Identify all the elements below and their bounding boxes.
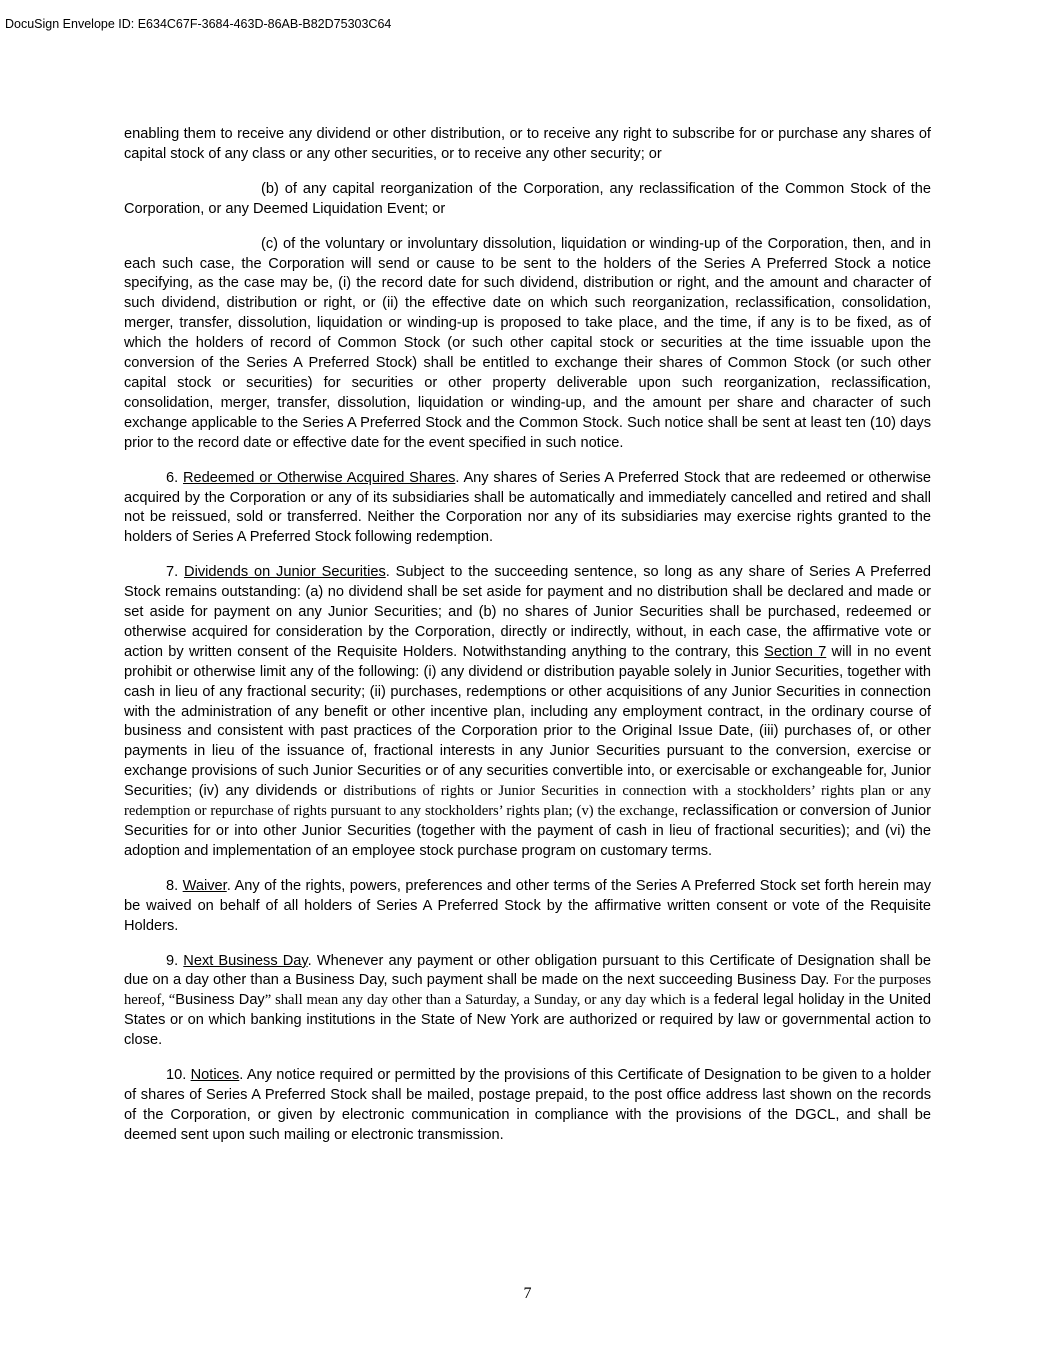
section-10: [124, 1066, 931, 1146]
page-number: 7: [523, 1285, 532, 1302]
section-8-number: 8.: [166, 877, 179, 894]
section-9-serif-part-b: ” shall mean any day other than a Saturday, a Sunday, or any day which is a: [264, 992, 710, 1009]
section-6-body: . Any shares of Series A Preferred Stock that are redeemed or otherwise acquired by the Corporation or any of its subsidiaries shall be automatically and immediately cancelled and retired and shall not be reissued, sold or transferred. Neither the Corporation nor any of its subsidiaries may exercise rights granted to the holders of Series A Preferred Stock following redemption.: [124, 469, 931, 546]
section-9: [124, 952, 931, 1052]
section-8-heading: Waiver: [182, 877, 227, 894]
section-8: [124, 877, 931, 937]
section-10-heading: Notices: [190, 1067, 240, 1084]
section-9-defined-term: Business Day: [175, 992, 265, 1009]
section-9-serif-part-a: For the purposes hereof, “: [124, 972, 931, 1009]
section-6-number: 6.: [166, 469, 179, 486]
document-body: [124, 125, 931, 1161]
paragraph-clause-c: (c) of the voluntary or involuntary dissolution, liquidation or winding-up of the Corporation, then, and in each such case, the Corporation will send or cause to be sent to the holders of the Series A Preferred Stock a notice specifying, as the case may be, (i) the record date for such dividend, distribution or right, and the amount and character of such dividend, distribution or right, or (ii) the effective date on which such reorganization, reclassification, consolidation, merger, transfer, dissolution, liquidation or winding-up is proposed to take place, and the time, if any is to be fixed, as of which the holders of record of Common Stock (or such other capital stock or securities at the time issuable upon the conversion of the Series A Preferred Stock) shall be entitled to exchange their shares of Common Stock (or such other capital stock or securities) for securities or other property deliverable upon such reorganization, reclassification, consolidation, merger, transfer, dissolution, liquidation or winding-up, and the amount per share and character of such exchange applicable to the Series A Preferred Stock and the Common Stock. Such notice shall be sent at least ten (10) days prior to the record date or effective date for the event specified in such notice.: [124, 235, 931, 451]
paragraph-continuation: enabling them to receive any dividend or other distribution, or to receive any right to subscribe for or purchase any shares of capital stock of any class or any other securities, or to receive any other security; or: [124, 126, 931, 162]
section-8-body: . Any of the rights, powers, preferences and other terms of the Series A Preferred Stock set forth herein may be waived on behalf of all holders of Series A Preferred Stock by the affirmative written consent or vote of the Requisite Holders.: [124, 877, 931, 934]
section-9-body-part-a: . Whenever any payment or other obligation pursuant to this Certificate of Designation shall be due on a day other than a Business Day, such payment shall be made on the next succeeding Business Day.: [124, 952, 931, 989]
section-9-body-part-b: federal legal holiday in the United States or on which banking institutions in the State of New York are authorized or required by law or governmental action to close.: [124, 992, 931, 1049]
paragraph-clause-b: (b) of any capital reorganization of the Corporation, any reclassification of the Common Stock of the Corporation, or any Deemed Liquidation Event; or: [124, 180, 931, 217]
section-7-cross-reference: Section 7: [764, 643, 827, 660]
section-9-number: 9.: [166, 952, 179, 969]
section-6: [124, 469, 931, 549]
section-7-body-part-a: . Subject to the succeeding sentence, so long as any share of Series A Preferred Stock remains outstanding: (a) no dividend shall be set aside for payment and no distribution shall be declared and made or set aside for payment on any Junior Securities; and (b) no shares of Junior Securities shall be purchased, redeemed or otherwise acquired for consideration by the Corporation, directly or indirectly, without, in each case, the affirmative vote or action by written consent of the Requisite Holders. Notwithstanding anything to the contrary, this: [124, 564, 931, 660]
section-9-heading: Next Business Day: [183, 952, 308, 969]
section-7-body-part-b: will in no event prohibit or otherwise limit any of the following: (i) any dividend or distribution payable solely in Junior Securities, together with cash in lieu of any fractional security; (ii) purchases, redemptions or other acquisitions of any Junior Securities in connection with the administration of any benefit or other incentive plan, including any employment contract, in the ordinary course of business and consistent with past practices of the Corporation prior to the Original Issue Date, (iii) purchases of, or other payments in lieu of the issuance of, fractional interests in any Junior Securities pursuant to the conversion, exercise or exchange provisions of such Junior Securities or of any securities convertible into, or exercisable or exchangeable for, Junior Securities; (iv) any dividends or: [124, 643, 931, 800]
section-6-heading: Redeemed or Otherwise Acquired Shares: [183, 469, 456, 486]
section-7-body-serif: distributions of rights or Junior Securities in connection with a stockholders’ rights plan or any redemption or repurchase of rights pursuant to any stockholders’ rights plan; (v) the exchange: [124, 783, 931, 820]
section-7: [124, 563, 931, 862]
section-10-number: 10.: [166, 1067, 187, 1084]
section-10-body: . Any notice required or permitted by the provisions of this Certificate of Designation to be given to a holder of shares of Series A Preferred Stock shall be mailed, postage prepaid, to the post office address last shown on the records of the Corporation, or given by electronic communication in compliance with the provisions of the DGCL, and shall be deemed sent upon such mailing or electronic transmission.: [124, 1067, 931, 1143]
section-7-number: 7.: [166, 564, 179, 581]
docusign-envelope-id: DocuSign Envelope ID: E634C67F-3684-463D-86AB-B82D75303C64: [5, 17, 392, 31]
section-7-heading: Dividends on Junior Securities: [184, 564, 386, 581]
section-7-body-part-c: , reclassification or conversion of Junior Securities for or into other Junior Securities (together with the payment of cash in lieu of fractional securities); and (vi) the adoption and implementation of an employee stock purchase program on customary terms.: [124, 803, 931, 859]
